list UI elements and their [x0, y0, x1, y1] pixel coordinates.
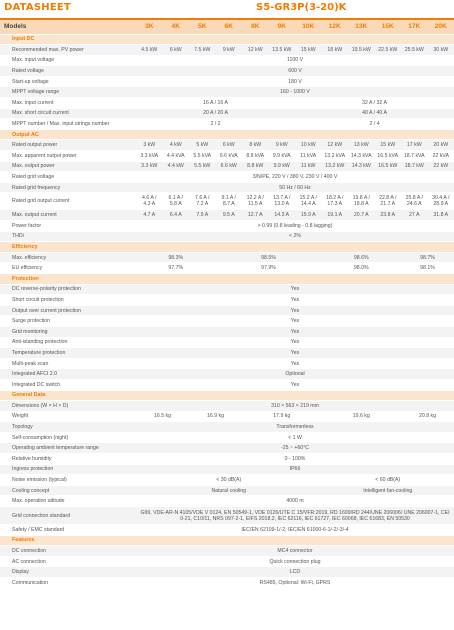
- spec-value: 19.6 kg: [322, 411, 402, 422]
- spec-label: Operating ambient temperature range: [0, 443, 136, 454]
- models-label: Models: [0, 20, 136, 34]
- spec-label: Max. short circuit current: [0, 108, 136, 119]
- spec-value: 22 kVA: [428, 151, 454, 162]
- datasheet-title: DATASHEET: [4, 2, 71, 13]
- spec-value: 4.5 kW: [136, 45, 163, 56]
- spec-value: 1100 V: [136, 55, 454, 66]
- spec-value: < 1 W: [136, 432, 454, 443]
- spec-table: [0, 20, 454, 589]
- spec-row: [0, 358, 454, 369]
- spec-label: Weight: [0, 411, 136, 422]
- spec-row: [0, 556, 454, 567]
- spec-value: 12 kW: [242, 45, 269, 56]
- spec-table-body: [0, 20, 454, 588]
- spec-value: 6.1 A / 5.8 A: [163, 193, 190, 210]
- spec-value: 19.8 A / 18.8 A: [348, 193, 375, 210]
- spec-row: [0, 432, 454, 443]
- spec-value: 14.3 kVA: [348, 151, 375, 162]
- spec-label: Safety / EMC standard: [0, 525, 136, 536]
- spec-label: Short circuit protection: [0, 295, 136, 306]
- spec-value: MC4 connector: [136, 546, 454, 557]
- spec-value: 6 kW: [216, 140, 243, 151]
- spec-label: AC connection: [0, 556, 136, 567]
- model-header: 15K: [375, 20, 402, 34]
- spec-label: Rated grid voltage: [0, 172, 136, 183]
- spec-value: 5 kW: [189, 140, 216, 151]
- spec-label: Multi-peak scan: [0, 358, 136, 369]
- spec-value: 8.8 kW: [242, 161, 269, 172]
- spec-row: [0, 193, 454, 210]
- spec-value: 7.6 A / 7.2 A: [189, 193, 216, 210]
- spec-value: 9.9 kW: [269, 161, 296, 172]
- spec-value: 19.1 A: [322, 210, 349, 221]
- spec-row: [0, 98, 454, 109]
- spec-label: Relative humidity: [0, 454, 136, 465]
- spec-value: 20 kW: [428, 140, 454, 151]
- spec-value: 2 / 4: [295, 119, 454, 130]
- spec-value: 4.4 kVA: [163, 151, 190, 162]
- spec-row: [0, 221, 454, 232]
- spec-value: 6.6 kW: [216, 161, 243, 172]
- spec-value: 600 V: [136, 66, 454, 77]
- spec-value: 14.3 kW: [348, 161, 375, 172]
- model-header: 12K: [322, 20, 349, 34]
- datasheet-header: [0, 0, 454, 20]
- spec-value: 4.6 A / 4.3 A: [136, 193, 163, 210]
- spec-value: 27 A: [401, 210, 428, 221]
- section-header: [0, 390, 454, 401]
- spec-value: 3 kW: [136, 140, 163, 151]
- spec-row: [0, 140, 454, 151]
- spec-value: 16.5 kW: [375, 161, 402, 172]
- spec-label: Power factor: [0, 221, 136, 232]
- spec-value: Yes: [136, 337, 454, 348]
- spec-value: < 60 dB(A): [322, 475, 454, 486]
- spec-value: 30 kW: [428, 45, 454, 56]
- spec-label: Start-up voltage: [0, 76, 136, 87]
- spec-row: [0, 119, 454, 130]
- spec-value: Quick connection plug: [136, 556, 454, 567]
- spec-value: RS485, Optional: Wi-Fi, GPRS: [136, 578, 454, 589]
- spec-label: Max. efficiency: [0, 252, 136, 263]
- spec-value: 18.7 kW: [401, 161, 428, 172]
- spec-value: -25 ~ +60°C: [136, 443, 454, 454]
- spec-label: Dimensions (W × H × D): [0, 401, 136, 412]
- spec-value: Yes: [136, 358, 454, 369]
- spec-value: IEC/EN 62109-1/-2, IEC/EN 61000-6-1/-2/-3/-4: [136, 525, 454, 536]
- spec-label: Noise emission (typical): [0, 475, 136, 486]
- spec-value: 7.5 kW: [189, 45, 216, 56]
- spec-value: 9 kW: [269, 140, 296, 151]
- spec-row: [0, 45, 454, 56]
- spec-label: Rated output power: [0, 140, 136, 151]
- spec-row: [0, 55, 454, 66]
- spec-value: 9.5 A: [216, 210, 243, 221]
- spec-value: 7.9 A: [189, 210, 216, 221]
- spec-label: MPPT number / Max. input strings number: [0, 119, 136, 130]
- spec-value: 13.5 kW: [269, 45, 296, 56]
- spec-value: 98.5%: [216, 252, 322, 263]
- spec-value: 13 kW: [348, 140, 375, 151]
- product-series-title: S5-GR3P(3-20)K: [256, 2, 347, 13]
- spec-label: Self-consumption (night): [0, 432, 136, 443]
- spec-value: 22.5 kW: [375, 45, 402, 56]
- spec-value: 18.2 A / 17.3 A: [322, 193, 349, 210]
- spec-row: [0, 411, 454, 422]
- model-header: 10K: [295, 20, 322, 34]
- spec-value: 50 Hz / 60 Hz: [136, 182, 454, 193]
- spec-label: Max. input voltage: [0, 55, 136, 66]
- spec-row: [0, 326, 454, 337]
- spec-value: 31.8 A: [428, 210, 454, 221]
- spec-label: Output over current protection: [0, 305, 136, 316]
- spec-row: [0, 210, 454, 221]
- spec-row: [0, 231, 454, 242]
- spec-row: [0, 151, 454, 162]
- spec-value: 15 kW: [375, 140, 402, 151]
- spec-label: Communication: [0, 578, 136, 589]
- spec-value: 8.8 kVA: [242, 151, 269, 162]
- spec-label: DC connection: [0, 546, 136, 557]
- model-header: 20K: [428, 20, 454, 34]
- spec-value: > 0.99 (0.8 leading - 0.8 lagging): [136, 221, 454, 232]
- spec-row: [0, 485, 454, 496]
- spec-label: Topology: [0, 422, 136, 433]
- spec-value: 40 A / 40 A: [295, 108, 454, 119]
- section-header: [0, 535, 454, 546]
- spec-label: Rated voltage: [0, 66, 136, 77]
- spec-label: MPPT voltage range: [0, 87, 136, 98]
- spec-row: [0, 525, 454, 536]
- spec-value: Yes: [136, 295, 454, 306]
- spec-label: Cooling concept: [0, 485, 136, 496]
- spec-label: Max. input current: [0, 98, 136, 109]
- spec-row: [0, 454, 454, 465]
- spec-value: 97.7%: [136, 263, 216, 274]
- spec-value: 160 - 1000 V: [136, 87, 454, 98]
- spec-label: Surge protection: [0, 316, 136, 327]
- spec-label: Integrated AFCI 2.0: [0, 369, 136, 380]
- spec-label: Max. operation altitude: [0, 496, 136, 507]
- models-row: [0, 20, 454, 34]
- spec-row: [0, 87, 454, 98]
- spec-label: Grid connection standard: [0, 507, 136, 525]
- spec-value: IP66: [136, 464, 454, 475]
- spec-value: 20.7 A: [348, 210, 375, 221]
- spec-value: 11 kW: [295, 161, 322, 172]
- spec-value: 13.7 A / 13.0 A: [269, 193, 296, 210]
- spec-value: Yes: [136, 316, 454, 327]
- spec-value: 2 / 2: [136, 119, 295, 130]
- spec-value: 310 × 563 × 219 mm: [136, 401, 454, 412]
- spec-value: 16 A / 16 A: [136, 98, 295, 109]
- spec-row: [0, 422, 454, 433]
- spec-value: < 2%: [136, 231, 454, 242]
- spec-value: 6 kW: [163, 45, 190, 56]
- spec-value: 3.3 kW: [136, 161, 163, 172]
- spec-value: 20.8 kg: [401, 411, 454, 422]
- spec-row: [0, 161, 454, 172]
- section-title: Protection: [0, 273, 454, 284]
- spec-value: 11 kVA: [295, 151, 322, 162]
- spec-value: 12.7 A: [242, 210, 269, 221]
- spec-value: 18 kW: [322, 45, 349, 56]
- spec-value: Natural cooling: [136, 485, 322, 496]
- spec-value: 16.5 kVA: [375, 151, 402, 162]
- spec-row: [0, 401, 454, 412]
- section-header: [0, 34, 454, 45]
- spec-value: Intelligent fan-cooling: [322, 485, 454, 496]
- spec-value: 13.2 kVA: [322, 151, 349, 162]
- model-header: 17K: [401, 20, 428, 34]
- spec-value: 9 kW: [216, 45, 243, 56]
- spec-value: 30.4 A / 28.9 A: [428, 193, 454, 210]
- spec-row: [0, 337, 454, 348]
- spec-value: Optional: [136, 369, 454, 380]
- spec-row: [0, 295, 454, 306]
- model-header: 8K: [242, 20, 269, 34]
- spec-row: [0, 507, 454, 525]
- spec-row: [0, 252, 454, 263]
- spec-row: [0, 443, 454, 454]
- spec-label: Max. apparent output power: [0, 151, 136, 162]
- spec-value: 16.9 kg: [189, 411, 242, 422]
- spec-value: 12 kW: [322, 140, 349, 151]
- spec-row: [0, 348, 454, 359]
- section-title: Features: [0, 535, 454, 546]
- spec-label: Rated grid output current: [0, 193, 136, 210]
- spec-row: [0, 76, 454, 87]
- spec-value: Transformerless: [136, 422, 454, 433]
- spec-value: 6.6 kVA: [216, 151, 243, 162]
- spec-row: [0, 464, 454, 475]
- spec-row: [0, 475, 454, 486]
- spec-value: Yes: [136, 305, 454, 316]
- model-header: 6K: [216, 20, 243, 34]
- spec-value: 180 V: [136, 76, 454, 87]
- spec-row: [0, 316, 454, 327]
- spec-value: Yes: [136, 379, 454, 390]
- model-header: 13K: [348, 20, 375, 34]
- section-title: Output AC: [0, 129, 454, 140]
- section-title: Efficiency: [0, 242, 454, 253]
- spec-value: 3.3 kVA: [136, 151, 163, 162]
- spec-row: [0, 284, 454, 295]
- spec-value: 98.0%: [322, 263, 402, 274]
- spec-label: Max. output power: [0, 161, 136, 172]
- spec-value: 3/N/PE, 220 V / 380 V, 230 V / 400 V: [136, 172, 454, 183]
- section-title: General Data: [0, 390, 454, 401]
- spec-value: 14.3 A: [269, 210, 296, 221]
- spec-label: Grid monitoring: [0, 326, 136, 337]
- spec-value: Yes: [136, 348, 454, 359]
- section-header: [0, 242, 454, 253]
- model-header: 9K: [269, 20, 296, 34]
- spec-row: [0, 567, 454, 578]
- spec-value: 4000 m: [136, 496, 454, 507]
- spec-value: 32 A / 32 A: [295, 98, 454, 109]
- spec-value: 25.8 A / 24.6 A: [401, 193, 428, 210]
- spec-value: 15.2 A / 14.4 A: [295, 193, 322, 210]
- spec-value: 4 kW: [163, 140, 190, 151]
- spec-value: < 30 dB(A): [136, 475, 322, 486]
- spec-row: [0, 369, 454, 380]
- spec-label: Anti-islanding protection: [0, 337, 136, 348]
- model-header: 4K: [163, 20, 190, 34]
- spec-value: 22 kW: [428, 161, 454, 172]
- spec-value: 22.8 A / 21.7 A: [375, 193, 402, 210]
- spec-label: THDi: [0, 231, 136, 242]
- spec-label: Integrated DC switch: [0, 379, 136, 390]
- spec-row: [0, 263, 454, 274]
- spec-value: LCD: [136, 567, 454, 578]
- spec-value: 23.8 A: [375, 210, 402, 221]
- spec-row: [0, 578, 454, 589]
- spec-row: [0, 66, 454, 77]
- spec-value: 15 kW: [295, 45, 322, 56]
- model-header: 3K: [136, 20, 163, 34]
- section-header: [0, 273, 454, 284]
- spec-row: [0, 379, 454, 390]
- spec-value: Yes: [136, 326, 454, 337]
- spec-value: 5.5 kW: [189, 161, 216, 172]
- spec-row: [0, 546, 454, 557]
- spec-label: Max. output current: [0, 210, 136, 221]
- spec-label: DC reverse-polarity protection: [0, 284, 136, 295]
- spec-value: 16.5 kg: [136, 411, 189, 422]
- spec-value: 9.9 kVA: [269, 151, 296, 162]
- spec-value: 97.9%: [216, 263, 322, 274]
- spec-value: 17.9 kg: [242, 411, 322, 422]
- spec-value: 4.7 A: [136, 210, 163, 221]
- spec-value: 98.1%: [401, 263, 454, 274]
- spec-label: Rated grid frequency: [0, 182, 136, 193]
- spec-value: 98.3%: [136, 252, 216, 263]
- spec-value: 0 - 100%: [136, 454, 454, 465]
- model-header: 5K: [189, 20, 216, 34]
- spec-value: 5.5 kVA: [189, 151, 216, 162]
- spec-value: 6.4 A: [163, 210, 190, 221]
- spec-row: [0, 305, 454, 316]
- spec-value: 13.2 kW: [322, 161, 349, 172]
- spec-value: 10 kW: [295, 140, 322, 151]
- spec-value: 18.7 kVA: [401, 151, 428, 162]
- spec-value: 4.4 kW: [163, 161, 190, 172]
- spec-value: 20 A / 20 A: [136, 108, 295, 119]
- spec-value: 98.7%: [401, 252, 454, 263]
- spec-label: EU efficiency: [0, 263, 136, 274]
- spec-label: Recommended max. PV power: [0, 45, 136, 56]
- spec-value: 12.2 A / 11.5 A: [242, 193, 269, 210]
- spec-value: 17 kW: [401, 140, 428, 151]
- spec-value: 19.5 kW: [348, 45, 375, 56]
- spec-row: [0, 108, 454, 119]
- spec-row: [0, 182, 454, 193]
- spec-label: Ingress protection: [0, 464, 136, 475]
- spec-value: 25.5 kW: [401, 45, 428, 56]
- spec-value: 15.9 A: [295, 210, 322, 221]
- spec-row: [0, 496, 454, 507]
- spec-row: [0, 172, 454, 183]
- spec-label: Display: [0, 567, 136, 578]
- spec-value: 9.1 A / 8.7 A: [216, 193, 243, 210]
- spec-value: G99, VDE-AR-N 4105/VDE V 0124, EN 50549-1, VDE 0126/UTE C 15/VFR:2019, RD 1699/RD 244/UNE 206006/ UNE 206007-1, CEI 0-21, C10/11, NRS 097-2-1, EIFS 2018.2, IEC 62116, IEC 61727, IEC 60068, IEC 61683, EN 50530: [136, 507, 454, 525]
- spec-value: 8 kW: [242, 140, 269, 151]
- spec-value: Yes: [136, 284, 454, 295]
- section-header: [0, 129, 454, 140]
- section-title: Input DC: [0, 34, 454, 45]
- spec-label: Temperature protection: [0, 348, 136, 359]
- spec-value: 98.6%: [322, 252, 402, 263]
